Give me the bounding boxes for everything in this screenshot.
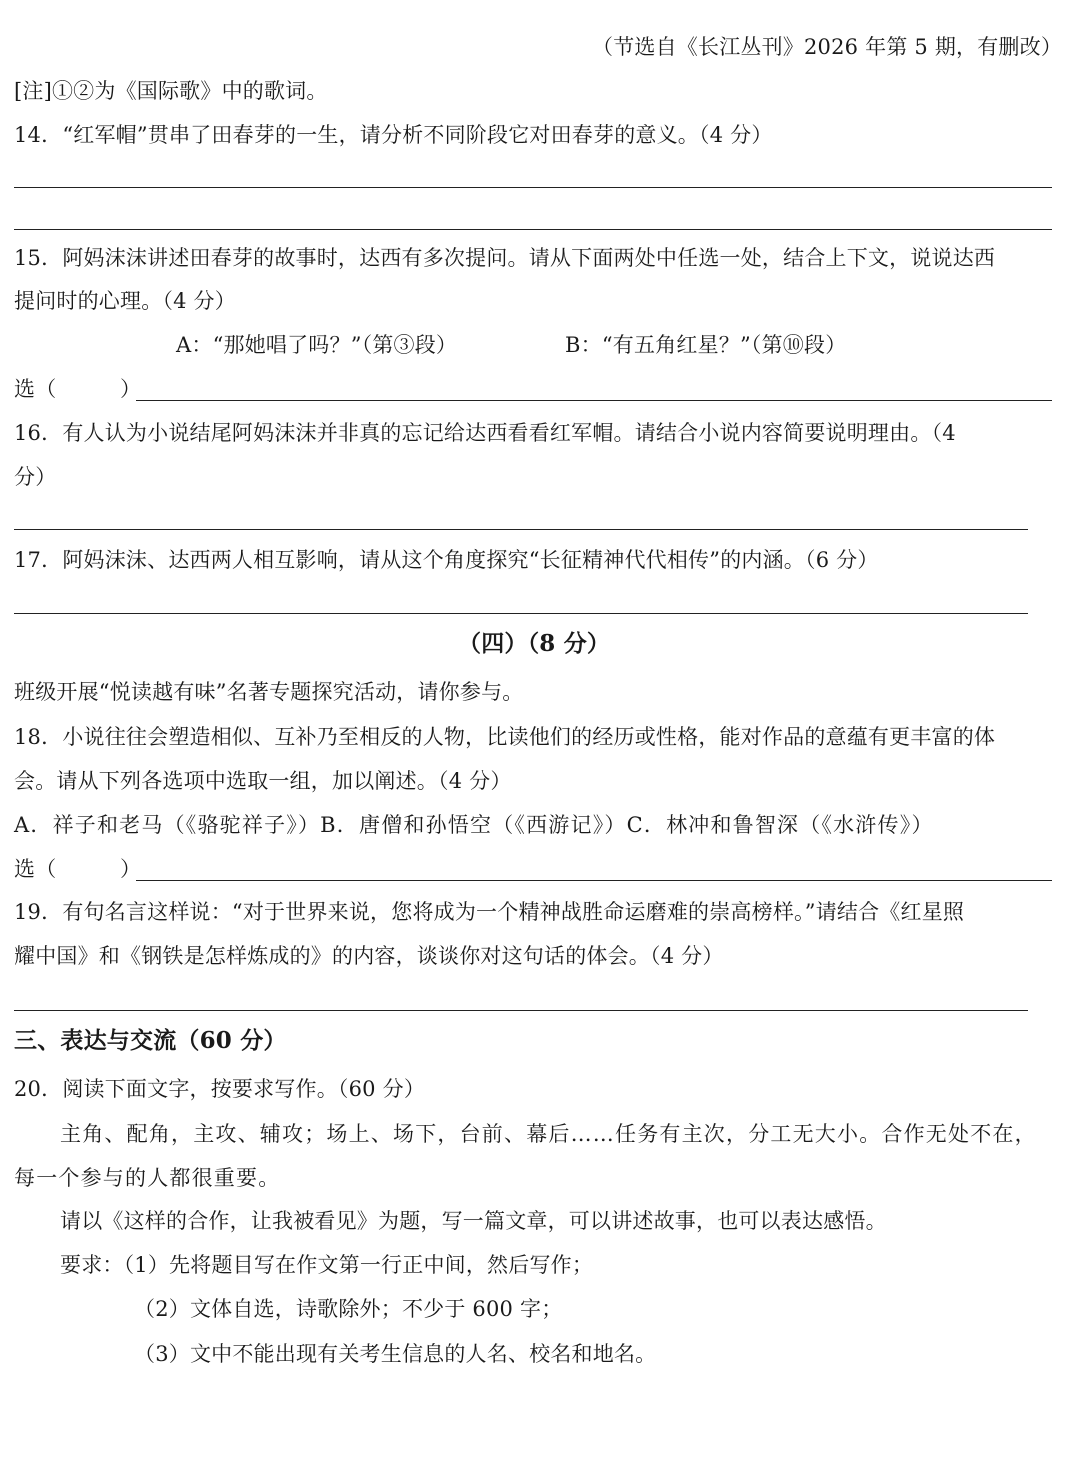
answer-line-16[interactable] [14, 529, 1028, 530]
question-19-line2: 耀中国》和《钢铁是怎样炼成的》的内容，谈谈你对这句话的体会。（4 分） [14, 944, 724, 968]
choice-label-15: 选（ ） [14, 377, 142, 401]
question-14: 14．“红军帽”贯串了田春芽的一生，请分析不同阶段它对田春芽的意义。（4 分） [14, 123, 773, 147]
answer-line-14a[interactable] [14, 187, 1052, 188]
source-citation: （节选自《长江丛刊》2026 年第 5 期，有删改） [592, 35, 1063, 59]
question-16-line2: 分） [14, 465, 57, 489]
prompt-paragraph-line1: 主角、配角，主攻、辅攻；场上、场下，台前、幕后……任务有主次，分工无大小。合作无处不在， [60, 1122, 1037, 1146]
part-3-heading: 三、表达与交流（60 分） [14, 1027, 287, 1054]
answer-line-19[interactable] [14, 1010, 1028, 1011]
requirement-3: （3）文中不能出现有关考生信息的人名、校名和地名。 [134, 1342, 657, 1366]
choice-label-18: 选（ ） [14, 857, 142, 881]
answer-line-17[interactable] [14, 613, 1028, 614]
section-4-intro: 班级开展“悦读越有味”名著专题探究活动，请你参与。 [14, 680, 524, 704]
question-16-line1: 16．有人认为小说结尾阿妈沫沫并非真的忘记给达西看看红军帽。请结合小说内容简要说明理由。（4 [14, 421, 956, 445]
option-15a: A：“那她唱了吗？”（第③段） [176, 333, 458, 357]
question-20: 20．阅读下面文字，按要求写作。（60 分） [14, 1077, 426, 1101]
option-15b: B：“有五角红星？”（第⑩段） [565, 333, 847, 357]
question-15-line1: 15．阿妈沫沫讲述田春芽的故事时，达西有多次提问。请从下面两处中任选一处，结合上下文，说说达西 [14, 246, 996, 270]
requirement-1: 要求：（1）先将题目写在作文第一行正中间，然后写作； [60, 1253, 594, 1277]
question-18-options: A．祥子和老马（《骆驼祥子》）B．唐僧和孙悟空（《西游记》）C．林冲和鲁智深（《水浒传》） [14, 813, 934, 837]
question-18-line1: 18．小说往往会塑造相似、互补乃至相反的人物，比读他们的经历或性格，能对作品的意蕴有更丰富的体 [14, 725, 996, 749]
answer-line-14b[interactable] [14, 229, 1052, 230]
essay-title-instruction: 请以《这样的合作，让我被看见》为题，写一篇文章，可以讲述故事，也可以表达感悟。 [60, 1209, 887, 1233]
question-15-line2: 提问时的心理。（4 分） [14, 289, 236, 313]
note: [注]①②为《国际歌》中的歌词。 [14, 79, 328, 103]
answer-line-15[interactable] [136, 400, 1052, 401]
question-17: 17．阿妈沫沫、达西两人相互影响，请从这个角度探究“长征精神代代相传”的内涵。（6 分） [14, 548, 879, 572]
question-19-line1: 19．有句名言这样说：“对于世界来说，您将成为一个精神战胜命运磨难的崇高榜样。”请结合《红星照 [14, 900, 965, 924]
prompt-paragraph-line2: 每一个参与的人都很重要。 [14, 1166, 281, 1190]
question-18-line2: 会。请从下列各选项中选取一组，加以阐述。（4 分） [14, 769, 512, 793]
section-4-heading: （四）（8 分） [458, 630, 611, 657]
requirement-2: （2）文体自选，诗歌除外；不少于 600 字； [134, 1297, 563, 1321]
answer-line-18[interactable] [136, 880, 1052, 881]
